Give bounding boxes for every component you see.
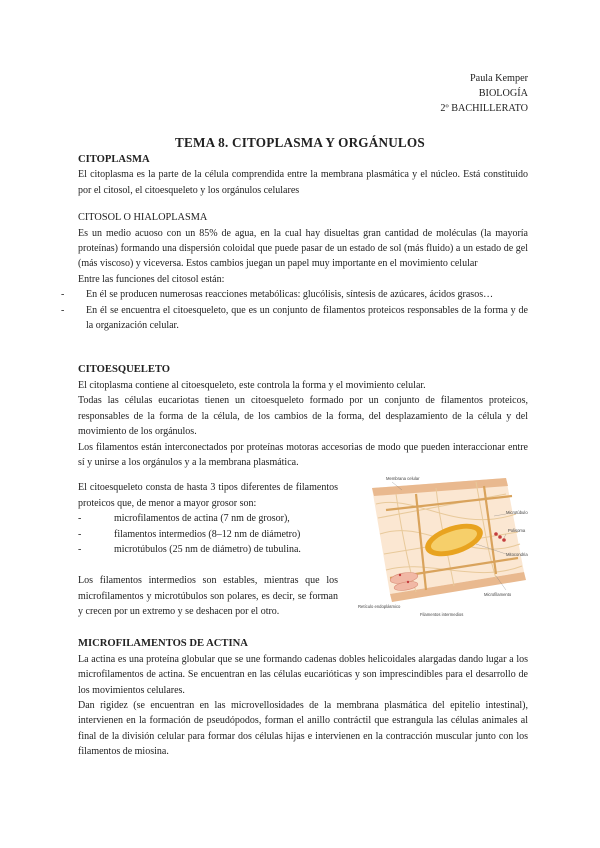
paragraph-microfilamentos-1: La actina es una proteína globular que se une formando cadenas dobles helicoidales alargadas dando lugar a los microfilamentos de actina. Se encuentran en las células eucarióticas y son imprescindibles para el desarrollo de los movimientos celulares. [78,653,528,696]
paragraph-citoesqueleto-1: El citoplasma contiene al citoesqueleto, este controla la forma y el movimiento celular. [78,379,426,391]
subsection-heading-citosol: CITOSOL O HIALOPLASMA [78,212,208,224]
label-filamentos: Filamentos intermedios [420,612,464,618]
paragraph-citoplasma: El citoplasma es la parte de la célula comprendida entre la membrana plasmática y el núcleo. Está constituido por el citosol, el citoesqueleto y los orgánulos celulares [78,169,528,196]
author-name: Paula Kemper [470,73,528,84]
label-microtubulo: Microtúbulo [506,510,528,516]
section-heading-microfilamentos: MICROFILAMENTOS DE ACTINA [78,638,248,650]
citosol-functions-intro: Entre las funciones del citosol están: [78,273,225,285]
list-item: - En él se producen numerosas reacciones metabólicas: glucólisis, síntesis de azúcares, ácidos grasos… [78,287,528,302]
cytoskeleton-text-column [78,480,338,619]
label-reticulo: Retículo endoplásmico [358,604,401,610]
document-header [440,71,528,116]
label-mitocondria: Mitocondria [506,552,528,558]
section-heading-citoesqueleto: CITOESQUELETO [78,364,171,376]
cytoskeleton-block [78,476,528,620]
citosol-functions-list [78,287,528,333]
document-body [78,152,528,760]
subject-name: BIOLOGÍA [478,88,528,99]
list-item: - microfilamentos de actina (7 nm de grosor), [78,511,338,526]
paragraph-microfilamentos-2: Dan rigidez (se encuentran en las microvellosidades de la membrana plasmática del epitelio intestinal), intervienen en la formación de pseudópodos, forman el anillo contráctil que estrangula las células animales al final de la división celular para formar dos células hijas e intervienen en la contracción muscular junto con los filamentos de miosina. [78,699,528,758]
label-membrana: Membrana celular [386,476,420,482]
cytoskeleton-illustration [356,474,528,622]
paragraph-citoesqueleto-3: Los filamentos están interconectados por proteínas motoras accesorias de modo que pueden interaccionar entre sí y unirse a los orgánulos y a la membrana plasmática. [78,441,528,468]
paragraph-citosol: Es un medio acuoso con un 85% de agua, en la cual hay disueltas gran cantidad de moléculas (la mayoría proteínas) formando una dispersión coloidal que puede pasar de un estado de sol (más fluido) a un estado de gel (más viscoso) y viceversa. Estos cambios juegan un papel muy importante en el movimiento celular [78,227,528,270]
paragraph-citoesqueleto-2: Todas las células eucariotas tienen un citoesqueleto formado por un conjunto de filamentos proteicos, responsables de la forma de la célula, de los cambios de la forma, del desplazamiento de la célula y del movimiento de los orgánulos. [78,395,528,438]
label-polisoma: Polisoma [508,528,526,534]
list-item: - filamentos intermedios (8–12 nm de diámetro) [78,527,338,542]
paragraph-citoesqueleto-4: Los filamentos intermedios son estables, mientras que los microfilamentos y microtúbulos son polares, es decir, se forman y crecen por un extremo y se deshacen por el otro. [78,575,338,618]
types-intro: El citoesqueleto consta de hasta 3 tipos diferentes de filamentos proteicos que, de menor a mayor grosor son: [78,482,338,509]
section-heading-citoplasma: CITOPLASMA [78,154,150,165]
label-microfilamento: Microfilamento [484,592,512,598]
course-name: 2º BACHILLERATO [440,103,528,114]
filament-types-list [78,511,338,557]
document-title: TEMA 8. CITOPLASMA Y ORGÁNULOS [175,135,425,150]
list-item: - En él se encuentra el citoesqueleto, que es un conjunto de filamentos proteicos responsables de la forma y de la organización celular. [78,303,528,334]
list-item: - microtúbulos (25 nm de diámetro) de tubulina. [78,542,338,557]
